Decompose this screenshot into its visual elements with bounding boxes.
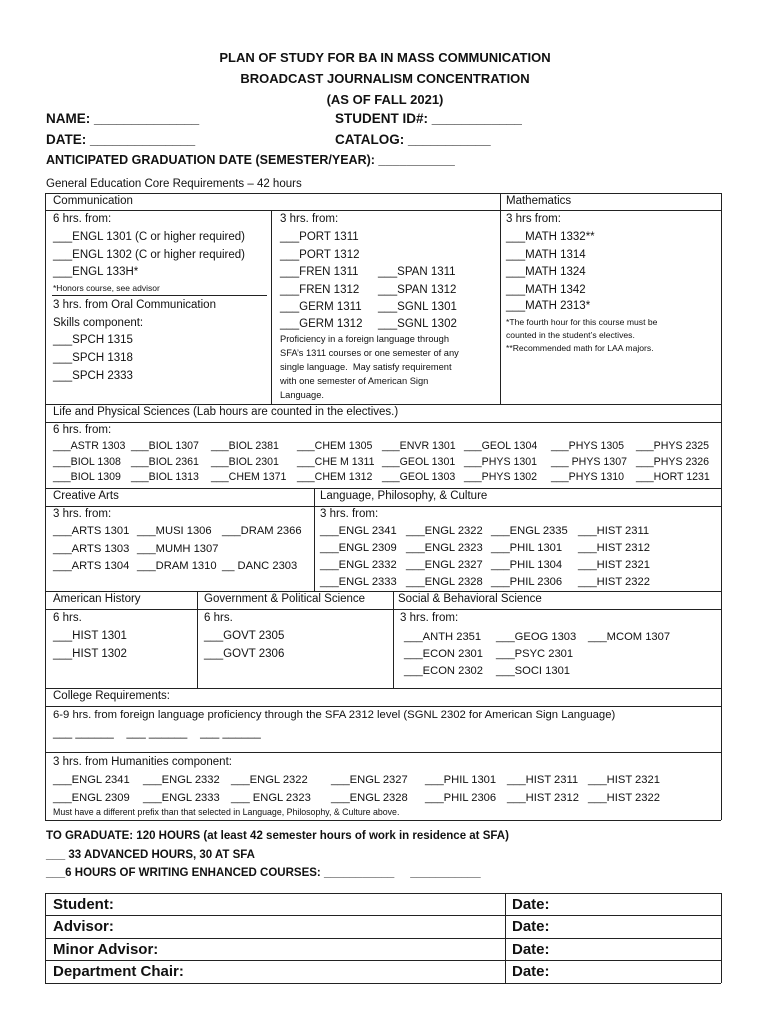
american-history-intro: 6 hrs. [53,612,82,624]
course-checkbox[interactable]: ___ENVR 1301 [382,440,456,452]
course-checkbox[interactable]: ___ENGL 133H* [53,266,139,278]
table-divider [45,404,721,405]
table-border [45,820,721,821]
course-checkbox[interactable]: ___PORT 1311 [280,231,359,243]
course-checkbox[interactable]: ___ENGL 2327 [331,774,408,786]
table-divider [45,752,721,753]
course-checkbox[interactable]: ___ENGL 2332 [320,559,397,571]
advisor-date-label: Date: [512,918,550,935]
name-field[interactable]: NAME: ______________ [46,111,200,126]
course-checkbox[interactable]: ___HIST 2321 [588,774,660,786]
table-divider [45,706,721,707]
oral-intro: 3 hrs. from Oral Communication [53,299,216,311]
language-intro: 3 hrs. from: [280,213,339,225]
course-checkbox[interactable]: ___ENGL 2327 [406,559,483,571]
communication-label: Communication [53,195,133,207]
course-checkbox[interactable]: ___ENGL 2323 [406,542,483,554]
signature-border [45,893,721,894]
gen-ed-heading: General Education Core Requirements – 42 hours [46,178,302,190]
oral-intro: Skills component: [53,317,144,329]
course-checkbox[interactable]: ___ENGL 2322 [231,774,308,786]
course-checkbox[interactable]: ___ ENGL 2323 [231,791,311,804]
course-checkbox[interactable]: ___GEOG 1303 [496,631,577,643]
lpc-label: Language, Philosophy, & Culture [320,490,488,502]
course-checkbox[interactable]: ___PHIL 1304 [491,559,563,571]
course-checkbox[interactable]: ___MUMH 1307 [137,542,219,555]
table-border [721,193,722,820]
course-checkbox[interactable]: ___MCOM 1307 [588,631,671,643]
course-checkbox[interactable]: ___ANTH 2351 [404,631,482,643]
course-checkbox[interactable]: ___HIST 2321 [578,559,650,571]
signature-divider [505,893,506,983]
course-checkbox[interactable]: ___ENGL 2332 [143,774,220,786]
graduate-line: TO GRADUATE: 120 HOURS (at least 42 semester hours of work in residence at SFA) [46,830,509,842]
course-checkbox[interactable]: ___HIST 1302 [53,648,127,660]
mathematics-label: Mathematics [506,195,572,207]
course-checkbox[interactable]: ___GERM 1312 [280,318,363,330]
table-divider [500,193,501,404]
course-checkbox[interactable]: ___PHIL 1301 [425,774,497,786]
course-checkbox[interactable]: ___FREN 1311 [280,266,359,278]
course-checkbox[interactable]: ___MUSI 1306 [137,525,212,537]
course-checkbox[interactable]: ___MATH 2313* [506,300,591,312]
communication-intro: 6 hrs. from: [53,213,112,225]
mathematics-intro: 3 hrs from: [506,213,561,225]
course-checkbox[interactable]: ___PHYS 1302 [464,471,538,483]
course-checkbox[interactable]: ___BIOL 2301 [211,455,279,468]
course-checkbox[interactable]: ___GOVT 2305 [204,630,285,642]
course-checkbox[interactable]: ___SPCH 1318 [53,352,133,364]
proficiency-note: with one semester of American Sign [280,376,429,386]
course-checkbox[interactable]: ___ECON 2302 [404,665,483,677]
math-note: **Recommended math for LAA majors. [506,343,654,353]
course-checkbox[interactable]: ___ PHYS 1307 [551,455,627,468]
proficiency-note: Proficiency in a foreign language through [280,334,450,344]
social-intro: 3 hrs. from: [400,612,459,624]
course-checkbox[interactable]: ___CHEM 1371 [211,471,287,483]
course-checkbox[interactable]: ___ARTS 1303 [53,542,130,555]
government-intro: 6 hrs. [204,612,233,624]
government-label: Government & Political Science [204,593,366,605]
note-rule [52,295,267,296]
course-checkbox[interactable]: ___SPAN 1311 [378,266,456,278]
course-checkbox[interactable]: ___ENGL 2309 [320,542,397,554]
course-checkbox[interactable]: ___HIST 2312 [507,791,579,804]
course-checkbox[interactable]: ___DRAM 2366 [222,525,302,537]
signature-border [721,893,722,983]
chair-signature-label: Department Chair: [53,963,184,980]
table-divider [45,422,721,423]
title-line-3: (AS OF FALL 2021) [326,92,444,107]
title-line-1: PLAN OF STUDY FOR BA IN MASS COMMUNICATION [219,50,551,65]
signature-divider [45,915,721,916]
course-checkbox[interactable]: ___ENGL 2341 [320,525,397,537]
course-checkbox[interactable]: ___HIST 2311 [578,525,650,537]
proficiency-note: SFA’s 1311 courses or one semester of any [280,348,459,358]
table-divider [197,591,198,688]
social-label: Social & Behavioral Science [398,593,542,605]
signature-border [45,983,721,984]
honors-note: *Honors course, see advisor [53,283,160,293]
student-signature-label: Student: [53,896,114,913]
course-checkbox[interactable]: ___ENGL 2328 [406,576,483,588]
proficiency-note: Language. [280,390,324,400]
table-divider [393,591,394,688]
course-checkbox[interactable]: ___MATH 1324 [506,266,586,278]
course-checkbox[interactable]: __ DANC 2303 [222,560,298,572]
course-checkbox[interactable]: ___SGNL 1301 [378,301,457,313]
table-divider [45,688,721,689]
course-checkbox[interactable]: ___ENGL 2328 [331,791,408,804]
course-checkbox[interactable]: ___SPCH 2333 [53,370,133,382]
course-checkbox[interactable]: ___BIOL 1313 [131,471,199,483]
course-checkbox[interactable]: ___PHIL 2306 [491,576,563,588]
course-checkbox[interactable]: ___ENGL 2333 [320,576,397,588]
table-divider [45,591,721,592]
course-checkbox[interactable]: ___DRAM 1310 [137,560,217,572]
foreign-language-blanks[interactable]: ___ ______ ___ ______ ___ ______ [53,727,261,739]
course-checkbox[interactable]: ___PSYC 2301 [496,648,574,660]
foreign-language-requirement: 6-9 hrs. from foreign language proficiency through the SFA 2312 level (SGNL 2302 for American Sign Language) [53,709,616,721]
lpc-intro: 3 hrs. from: [320,508,379,520]
graduation-date-field[interactable]: ANTICIPATED GRADUATION DATE (SEMESTER/YEAR): ___________ [46,153,455,167]
advanced-hours-line[interactable]: ___ 33 ADVANCED HOURS, 30 AT SFA [46,849,255,861]
course-checkbox[interactable]: ___HIST 2322 [578,576,650,588]
course-checkbox[interactable]: ___ARTS 1301 [53,525,130,537]
american-history-label: American History [53,593,141,605]
humanities-intro: 3 hrs. from Humanities component: [53,756,232,768]
course-checkbox[interactable]: ___MATH 1342 [506,284,586,296]
life-sciences-intro: 6 hrs. from: [53,424,112,436]
course-checkbox[interactable]: ___SPAN 1312 [378,284,457,296]
title-line-2: BROADCAST JOURNALISM CONCENTRATION [240,71,530,86]
course-checkbox[interactable]: ___GOVT 2306 [204,648,285,660]
course-checkbox[interactable]: ___ECON 2301 [404,648,483,660]
course-checkbox[interactable]: ___SOCI 1301 [496,665,571,677]
college-label: College Requirements: [53,690,170,702]
course-checkbox[interactable]: ___BIOL 1308 [53,455,121,468]
minor-advisor-date-label: Date: [512,941,550,958]
course-checkbox[interactable]: ___MATH 1332** [506,231,595,243]
minor-advisor-signature-label: Minor Advisor: [53,941,159,958]
table-border [45,193,721,194]
signature-divider [45,938,721,939]
date-field[interactable]: DATE: ______________ [46,132,196,147]
course-checkbox[interactable]: ___HORT 1231 [636,471,710,483]
course-checkbox[interactable]: ___ENGL 2333 [143,791,220,804]
course-checkbox[interactable]: ___PORT 1312 [280,249,360,261]
chair-date-label: Date: [512,963,550,980]
course-checkbox[interactable]: ___ARTS 1304 [53,560,130,572]
table-divider [314,488,315,591]
course-checkbox[interactable]: ___PHYS 2325 [636,440,710,452]
course-checkbox[interactable]: ___ENGL 2309 [53,791,130,804]
course-checkbox[interactable]: ___HIST 2312 [578,542,650,554]
table-divider [45,210,721,211]
signature-divider [45,960,721,961]
table-divider [45,506,721,507]
course-checkbox[interactable]: ___CHEM 1305 [297,440,373,452]
creative-arts-label: Creative Arts [53,490,119,502]
life-sciences-label: Life and Physical Sciences (Lab hours are counted in the electives.) [53,406,399,418]
table-divider [45,488,721,489]
writing-enhanced-line[interactable]: ___6 HOURS OF WRITING ENHANCED COURSES: ___________ ___________ [46,867,481,879]
table-divider [271,210,272,404]
course-checkbox[interactable]: ___BIOL 1309 [53,471,121,483]
course-checkbox[interactable]: ___HIST 1301 [53,630,127,642]
proficiency-note: single language. May satisfy requirement [280,362,452,372]
course-checkbox[interactable]: ___PHYS 2326 [636,455,710,468]
course-checkbox[interactable]: ___CHE M 1311 [297,455,375,468]
signature-border [45,893,46,983]
course-checkbox[interactable]: ___PHYS 1301 [464,455,538,468]
course-checkbox[interactable]: ___GEOL 1304 [464,440,538,452]
course-checkbox[interactable]: ___GEOL 1303 [382,471,456,483]
course-checkbox[interactable]: ___BIOL 2381 [211,440,279,452]
course-checkbox[interactable]: ___ENGL 2335 [491,525,568,537]
course-checkbox[interactable]: ___ASTR 1303 [53,440,126,452]
course-checkbox[interactable]: ___MATH 1314 [506,249,586,261]
course-checkbox[interactable]: ___GEOL 1301 [382,455,456,468]
math-note: *The fourth hour for this course must be [506,317,658,327]
course-checkbox[interactable]: ___ENGL 1302 (C or higher required) [53,249,245,261]
advisor-signature-label: Advisor: [53,918,114,935]
course-checkbox[interactable]: ___GERM 1311 [280,301,362,313]
creative-arts-intro: 3 hrs. from: [53,508,112,520]
course-checkbox[interactable]: ___BIOL 1307 [131,440,199,452]
course-checkbox[interactable]: ___ENGL 2341 [53,774,130,786]
course-checkbox[interactable]: ___BIOL 2361 [131,455,199,468]
course-checkbox[interactable]: ___PHYS 1305 [551,440,625,452]
student-id-field[interactable]: STUDENT ID#: ____________ [335,111,522,126]
course-checkbox[interactable]: ___ENGL 2322 [406,525,483,537]
catalog-field[interactable]: CATALOG: ___________ [335,132,491,147]
math-note: counted in the student’s electives. [506,330,635,340]
table-divider [45,609,721,610]
table-border [45,193,46,820]
course-checkbox[interactable]: ___PHIL 1301 [491,542,563,554]
humanities-note: Must have a different prefix than that selected in Language, Philosophy, & Culture above. [53,807,400,817]
course-checkbox[interactable]: ___SPCH 1315 [53,334,133,346]
course-checkbox[interactable]: ___SGNL 1302 [378,318,457,330]
course-checkbox[interactable]: ___PHYS 1310 [551,471,625,483]
student-date-label: Date: [512,896,550,913]
course-checkbox[interactable]: ___PHIL 2306 [425,791,497,804]
course-checkbox[interactable]: ___HIST 2311 [507,774,579,786]
course-checkbox[interactable]: ___ENGL 1301 (C or higher required) [53,231,245,243]
course-checkbox[interactable]: ___FREN 1312 [280,284,360,296]
course-checkbox[interactable]: ___CHEM 1312 [297,471,373,483]
course-checkbox[interactable]: ___HIST 2322 [588,791,660,804]
